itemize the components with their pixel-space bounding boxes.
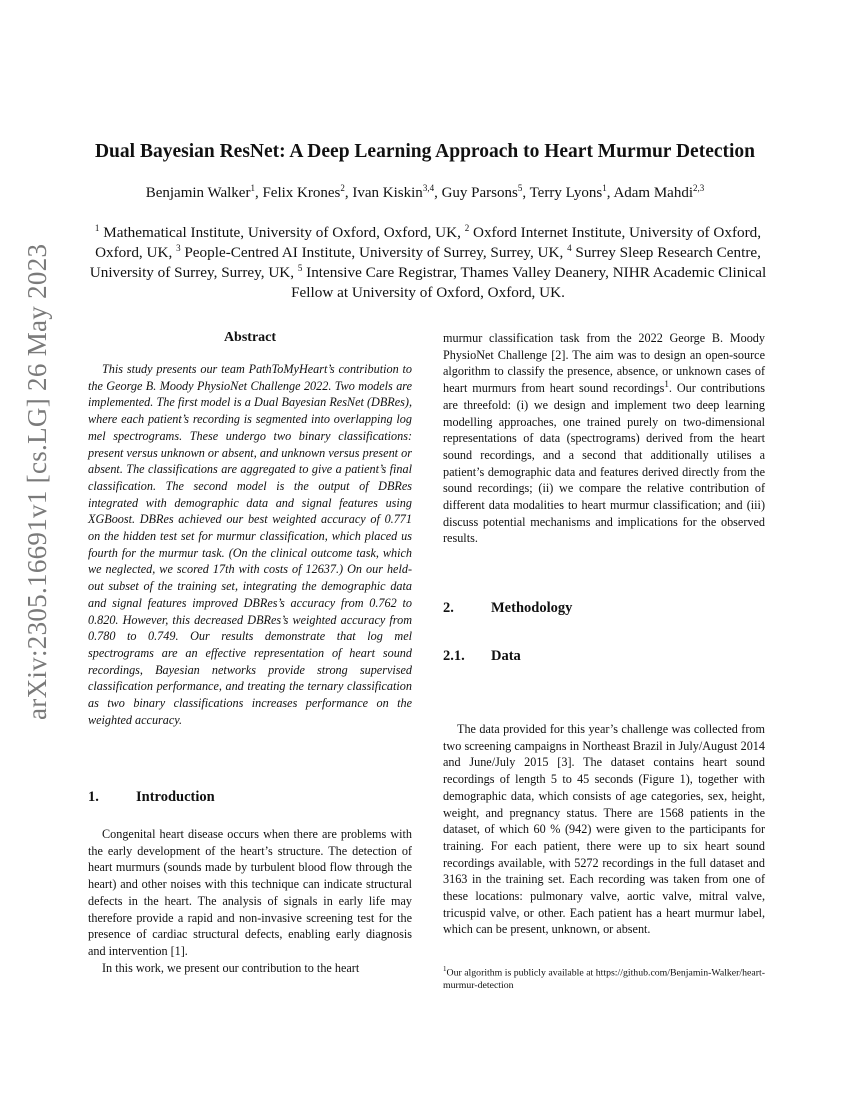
footnote: $^1$Our algorithm is publicly available at https://github.com/Benjamin-Walker/heart-murmur-detection [443, 965, 765, 992]
introduction-paragraph-2: murmur classification task from the 2022 George B. Moody PhysioNet Challenge [2]. The aim was to design an open-source algorithm to classify the presence, absence, or unknown cases of heart murmurs from heart sound recordings [443, 331, 765, 396]
arxiv-identifier: arXiv:2305.16691v1 [cs.LG] 26 May 2023 [22, 243, 52, 720]
introduction-paragraph-2-cont: . Our contributions are threefold: (i) we design and implement two deep learning modelling approaches, one trained purely on two-dimensional representations of data (spectrograms) derived from the heart sound recordings, and a second that additionally utilises a patient’s demographic data and features derived directly from the sound recordings; (ii) we compare the relative contribution of different data modalities to heart murmur classification; and (iii) discuss potential mechanisms and implications for the observed results. [443, 381, 765, 546]
abstract-heading: Abstract [223, 330, 277, 345]
author: Adam Mahdi [613, 185, 694, 201]
introduction-continued [443, 330, 765, 547]
introduction-body [88, 826, 412, 976]
abstract-text: This study presents our team PathToMyHeart’s contribution to the George B. Moody PhysioNet Challenge 2022. Two models are implemented. The first model is a Dual Bayesian ResNet (DBRes), where each patient’s recording is segmented into overlapping log mel spectrograms. These undergo two binary classifications: present versus unknown or absent, and unknown versus present or absent. The classifications are aggregated to give a patient’s final classification. The second model is the output of DBRes integrated with demographic data and signal features using XGBoost. DBRes achieved our best weighted accuracy of 0.771 on the hidden test set for murmur classification, which placed us fourth for the murmur task. (On the clinical outcome task, which we neglected, we scored 17th with costs of 12637.) On our held-out subset of the training set, integrating the demographic data and signal features improved DBRes’s accuracy from 0.762 to 0.820. However, this decreased DBRes’s weighted accuracy from 0.780 to 0.749. Our results demonstrate that log mel spectrograms are an effective representation of heart sound recordings, Bayesian networks provide strong supervised classification performance, and treating the ternary classification as two binary classifications increases performance on the weighted accuracy. [88, 362, 412, 727]
data-body [443, 721, 765, 938]
introduction-paragraph: Congenital heart disease occurs when there are problems with the early development of the heart’s structure. The detection of heart murmurs (sounds made by turbulent blood flow through the heart) and other noises with this technique can indicate structural defects in the heart. The analysis of signals in early life may therefore provide a rapid and non-invasive screening test for the presence of cardiac structural defects, enabling early diagnosis and intervention [1]. [88, 827, 412, 958]
footnote-text: Our algorithm is publicly available at https://github.com/Benjamin-Walker/heart-murmur-detection [443, 967, 765, 992]
author: Felix Krones [262, 185, 341, 201]
author: Guy Parsons [441, 185, 518, 201]
author: Ivan Kiskin [352, 185, 423, 201]
section-heading-introduction: 1. Introduction [88, 789, 215, 805]
affiliation-list: $^1$ Mathematical Institute, University of Oxford, Oxford, UK, $^2$ Oxford Internet Institute, University of Oxford, Oxford, UK, $^3$ People-Centred AI Institute, University of Surrey, Surrey, UK, $^4$ Surrey Sleep Research Centre, University of Surrey, Surrey, UK, $^5$ Intensive Care Registrar, Thames Valley Deanery, NIHR Academic Clinical Fellow at University of Oxford, Oxford, UK. [89, 222, 767, 301]
affiliation: Surrey Sleep Research Centre, University of Surrey, Surrey, UK, [89, 244, 761, 281]
subsection-heading-data: 2.1. Data [443, 648, 521, 664]
affiliation: Intensive Care Registrar, Thames Valley Deanery, NIHR Academic Clinical Fellow at University of Oxford, Oxford, UK. [291, 264, 767, 301]
author: Terry Lyons [529, 185, 603, 201]
footnote-mark: 1 [664, 379, 669, 390]
author: Benjamin Walker [145, 185, 251, 201]
section-heading-methodology: 2. Methodology [443, 600, 573, 616]
affiliation: People-Centred AI Institute, University of Surrey, Surrey, UK, [184, 244, 564, 261]
data-paragraph: The data provided for this year’s challenge was collected from two screening campaigns in Northeast Brazil in July/August 2014 and June/July 2015 [3]. The dataset contains heart sound recordings of length 5 to 45 seconds (Figure 1), together with demographic data, which consists of age categories, sex, height, weight, and pregnancy status. There are 1568 patients in the dataset, of which 60 % (942) were given to the participants for training. For each patient, there were up to six heart sound recordings available, with 5272 recordings in the full dataset and 3163 in the training set. Each recording was taken from one of these locations: pulmonary valve, aortic valve, mitral valve, tricuspid valve, or other. Each patient has a heart murmur label, which can be present, unknown, or absent. [443, 722, 765, 937]
affiliation: Oxford Internet Institute, University of Oxford, Oxford, UK, [95, 224, 762, 261]
affiliation: Mathematical Institute, University of Oxford, Oxford, UK, [103, 224, 461, 241]
paper-title: Dual Bayesian ResNet: A Deep Learning Approach to Heart Murmur Detection [94, 141, 756, 162]
author-list: Benjamin Walker$^1$, Felix Krones$^2$, Ivan Kiskin$^{3,4}$, Guy Parsons$^5$, Terry Lyons$^1$, Adam Mahdi$^{2,3}$ [145, 183, 705, 201]
introduction-paragraph-2-start: In this work, we present our contribution to the heart [102, 960, 360, 975]
